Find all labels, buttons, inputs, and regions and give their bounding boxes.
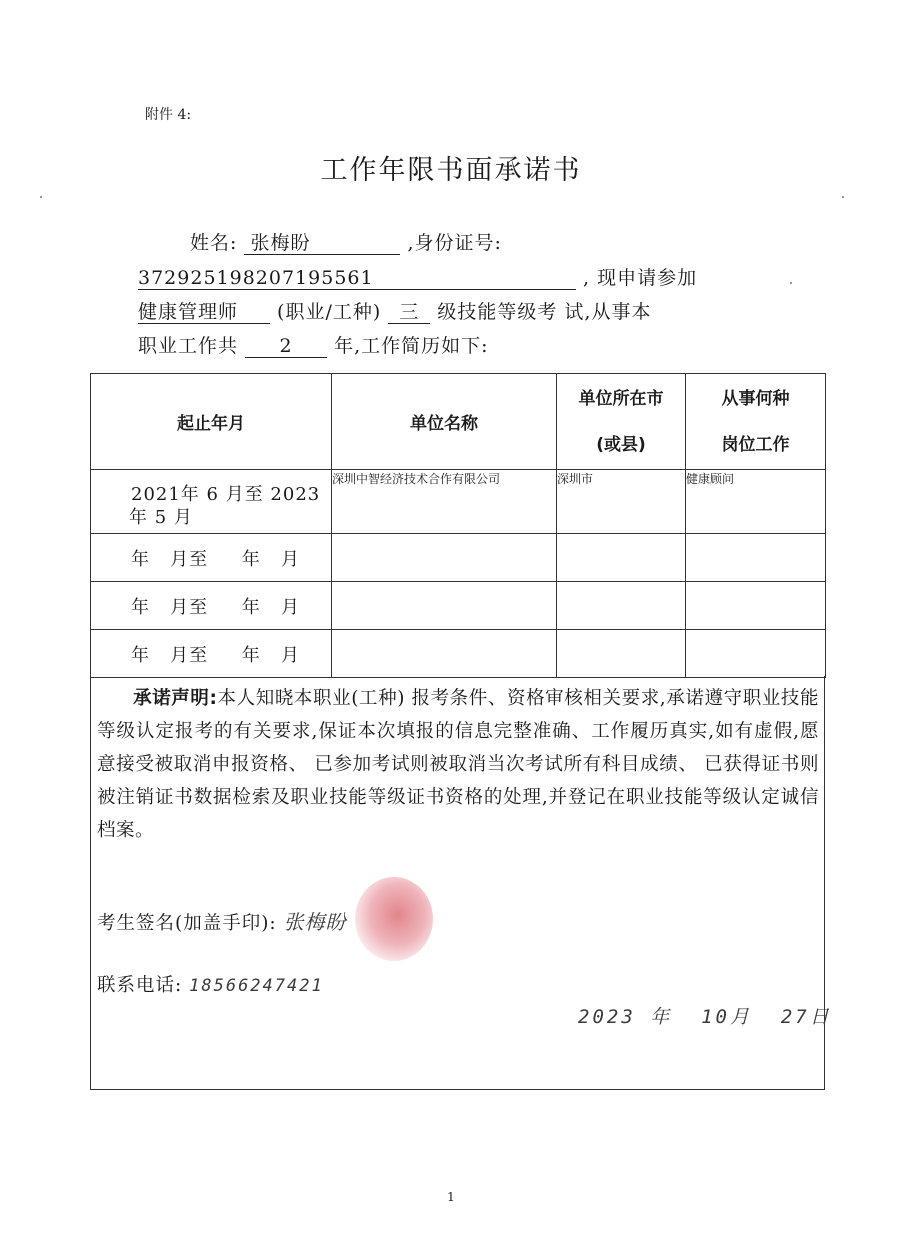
- signature-value: 张梅盼: [283, 910, 347, 934]
- phone-line: [97, 971, 324, 997]
- row1-unit: 深圳中智经济技术合作有限公司: [332, 470, 557, 534]
- years-prefix: 职业工作共: [138, 335, 239, 357]
- signing-date: 2023 年 10月 27日: [578, 1006, 832, 1028]
- name-field: 张梅盼: [244, 234, 400, 255]
- row3-post: [686, 582, 826, 630]
- row3-city: [557, 582, 686, 630]
- row2-city: [557, 534, 686, 582]
- row2-unit: [332, 534, 557, 582]
- scan-speck: [40, 196, 42, 198]
- header-unit: 单位名称: [332, 374, 557, 470]
- apply-text: , 现申请参加: [583, 267, 698, 289]
- name-label: 姓名:: [190, 232, 238, 254]
- scan-speck: [790, 282, 792, 284]
- row4-unit: [332, 630, 557, 678]
- row3-unit: [332, 582, 557, 630]
- table-row: [91, 534, 826, 582]
- id-label: ,身份证号:: [407, 232, 502, 254]
- table-row: [91, 470, 826, 534]
- intro-line-4: [138, 331, 489, 358]
- work-history-table: [90, 373, 826, 678]
- document-title: 工作年限书面承诺书: [320, 155, 582, 186]
- phone-value: 18566247421: [189, 976, 324, 996]
- years-suffix: 年,工作简历如下:: [334, 335, 489, 357]
- page-number: 1: [447, 1190, 455, 1204]
- row2-post: [686, 534, 826, 582]
- row1-period: [91, 470, 332, 534]
- row2-period: 年 月至 年 月: [91, 534, 332, 582]
- signature-line: [97, 906, 347, 935]
- occupation-field: 健康管理师: [138, 303, 270, 324]
- scan-speck: [842, 196, 844, 198]
- table-header-row: [91, 374, 826, 470]
- declaration-heading: 承诺声明:: [133, 688, 218, 709]
- id-number-field: 372925198207195561: [138, 269, 576, 290]
- phone-label: 联系电话:: [97, 975, 183, 996]
- header-city: [557, 374, 686, 470]
- intro-line-3: [138, 297, 651, 324]
- row1-period-line1: 2021年 6 月至 2023: [131, 484, 321, 505]
- header-period: 起止年月: [91, 374, 332, 470]
- level-field: 三: [388, 303, 430, 324]
- attachment-label: 附件 4:: [145, 107, 192, 123]
- intro-line-2: [138, 263, 697, 290]
- header-city-line1: 单位所在市: [578, 388, 664, 409]
- declaration-body: 本人知晓本职业(工种) 报考条件、资格审核相关要求,承诺遵守职业技能等级认定报考的有关要求,保证本次填报的信息完整准确、工作履历真实,如有虚假,愿意接受被取消申报资格、 已参加考试则被取消当次考试所有科目成绩、 已获得证书则被注销证书数据检索及职业技能等级证书资格的处理,并登记在职业技能等级认定诚信档案。: [97, 688, 819, 841]
- table-row: [91, 582, 826, 630]
- row4-city: [557, 630, 686, 678]
- header-post: [686, 374, 826, 470]
- row4-period: 年 月至 年 月: [91, 630, 332, 678]
- years-field: 2: [245, 337, 327, 358]
- level-suffix: 级技能等级考 试,从事本: [437, 301, 652, 323]
- row3-period: 年 月至 年 月: [91, 582, 332, 630]
- declaration-text: [97, 682, 819, 847]
- signature-label: 考生签名(加盖手印):: [97, 913, 277, 934]
- intro-line-1: [190, 228, 502, 255]
- row1-city: 深圳市: [557, 470, 686, 534]
- row1-post: 健康顾问: [686, 470, 826, 534]
- fingerprint-stamp: [355, 877, 433, 961]
- row4-post: [686, 630, 826, 678]
- row1-period-line2: 年 5 月: [129, 506, 193, 528]
- table-row: [91, 630, 826, 678]
- header-city-line2: (或县): [596, 434, 646, 455]
- header-post-line1: 从事何种: [721, 388, 790, 409]
- header-post-line2: 岗位工作: [721, 434, 790, 455]
- occupation-suffix: (职业/工种): [277, 301, 382, 323]
